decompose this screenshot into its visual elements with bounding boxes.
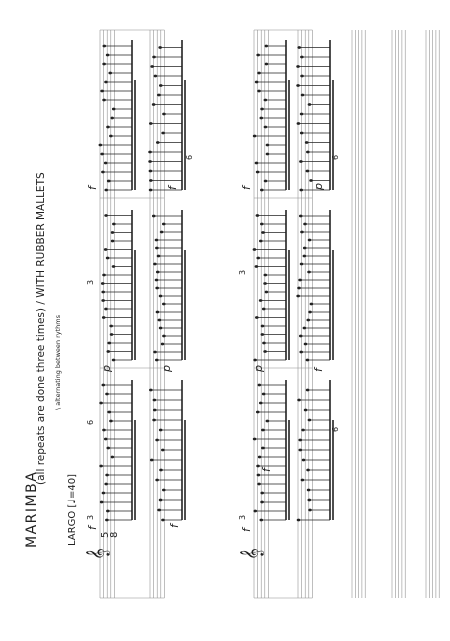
note-head — [306, 151, 310, 154]
note-head — [298, 439, 302, 442]
note-head — [155, 247, 159, 250]
note-head — [264, 99, 268, 102]
note-head — [306, 170, 310, 173]
note-head — [262, 342, 266, 345]
tempo-marking: LARGO [♩=40] — [67, 473, 78, 546]
note-head — [161, 449, 165, 452]
note-head — [162, 113, 166, 116]
note-head — [259, 240, 263, 243]
note-head — [101, 299, 105, 302]
note-head — [108, 72, 112, 75]
note-head — [297, 46, 301, 49]
note-head — [149, 179, 153, 182]
note-head — [161, 132, 165, 135]
note-head — [104, 248, 108, 251]
note-head — [112, 359, 116, 362]
note-head — [256, 54, 260, 57]
note-head — [107, 411, 111, 414]
note-head — [260, 108, 264, 111]
note-head — [104, 308, 108, 311]
note-head — [159, 84, 163, 87]
dynamic-mark: f — [312, 368, 325, 372]
note-head — [253, 248, 257, 251]
note-head — [102, 429, 106, 432]
note-head — [152, 419, 156, 422]
note-head — [257, 90, 261, 93]
note-head — [261, 231, 265, 234]
note-head — [104, 189, 108, 192]
note-head — [297, 287, 301, 290]
note-head — [296, 84, 300, 87]
note-head — [256, 257, 260, 260]
note-head — [104, 483, 108, 486]
note-head — [308, 509, 312, 512]
note-head — [300, 56, 304, 59]
note-head — [261, 447, 265, 450]
note-head — [266, 420, 270, 423]
note-head — [162, 303, 166, 306]
note-head — [105, 519, 109, 522]
note-head — [154, 75, 158, 78]
note-head — [109, 325, 113, 328]
note-head — [157, 94, 161, 97]
note-head — [112, 223, 116, 226]
note-head — [266, 153, 270, 156]
note-head — [161, 343, 165, 346]
dynamic-mark: p — [252, 365, 265, 372]
note-head — [262, 308, 266, 311]
note-head — [260, 223, 264, 226]
note-head — [296, 295, 300, 298]
note-head — [257, 474, 261, 477]
note-head — [255, 265, 259, 268]
treble-clef-icon: 𝄞 — [85, 548, 109, 560]
note-head — [308, 419, 312, 422]
note-head — [299, 335, 303, 338]
note-head — [162, 335, 166, 338]
note-head — [103, 45, 107, 48]
dynamic-mark: p — [100, 365, 113, 372]
dynamic-mark: f — [166, 186, 179, 190]
note-head — [300, 263, 304, 266]
note-head — [303, 247, 307, 250]
note-head — [159, 469, 163, 472]
dynamic-mark: p — [160, 365, 173, 372]
note-head — [300, 75, 304, 78]
system-1 — [99, 30, 185, 598]
note-head — [152, 103, 156, 106]
note-head — [255, 316, 259, 319]
note-head — [159, 327, 163, 330]
note-head — [102, 99, 106, 102]
note-head — [149, 189, 153, 192]
note-head — [101, 291, 105, 294]
note-head — [104, 81, 108, 84]
note-head — [305, 141, 309, 144]
note-head — [162, 489, 166, 492]
note-head — [156, 311, 160, 314]
tuplet-number: 3 — [86, 279, 95, 285]
note-head — [299, 160, 303, 163]
note-head — [157, 509, 161, 512]
note-head — [107, 342, 111, 345]
note-head — [261, 429, 265, 432]
note-head — [111, 240, 115, 243]
note-head — [259, 299, 263, 302]
note-head — [160, 231, 164, 234]
note-head — [301, 94, 305, 97]
dynamic-mark: f — [86, 526, 99, 530]
note-head — [264, 45, 268, 48]
note-head — [104, 438, 108, 441]
note-head — [253, 510, 257, 513]
note-head — [159, 499, 163, 502]
note-head — [261, 325, 265, 328]
note-head — [307, 489, 311, 492]
note-head — [299, 351, 303, 354]
dynamic-mark: f — [86, 186, 99, 190]
note-head — [162, 223, 166, 226]
note-head — [306, 469, 310, 472]
note-head — [300, 113, 304, 116]
note-head — [102, 63, 106, 66]
note-head — [158, 46, 162, 49]
note-head — [152, 56, 156, 59]
note-head — [264, 126, 268, 129]
note-head — [153, 351, 157, 354]
note-head — [256, 171, 260, 174]
note-head — [161, 519, 165, 522]
note-head — [158, 319, 162, 322]
note-head — [297, 519, 301, 522]
note-head — [155, 279, 159, 282]
note-head — [297, 399, 301, 402]
note-head — [264, 274, 268, 277]
note-head — [255, 162, 259, 165]
note-head — [266, 144, 270, 147]
note-head — [104, 162, 108, 165]
note-head — [106, 447, 110, 450]
note-head — [260, 189, 264, 192]
note-head — [256, 411, 260, 414]
note-head — [152, 215, 156, 218]
note-head — [148, 151, 152, 154]
blank-staves — [352, 30, 439, 598]
note-head — [153, 263, 157, 266]
note-head — [99, 402, 103, 405]
note-head — [104, 214, 108, 217]
note-head — [157, 255, 161, 258]
note-head — [260, 501, 264, 504]
note-head — [253, 438, 257, 441]
note-head — [258, 456, 262, 459]
note-head — [263, 350, 267, 353]
note-head — [99, 465, 103, 468]
dynamic-mark: f — [260, 468, 273, 472]
tuplet-number: 6 — [185, 154, 194, 160]
note-head — [299, 189, 303, 192]
note-head — [265, 291, 269, 294]
note-head — [306, 359, 310, 362]
note-head — [298, 449, 302, 452]
note-head — [256, 214, 260, 217]
tuplet-number: 3 — [238, 269, 247, 275]
note-head — [253, 359, 257, 362]
dynamic-mark: f — [240, 528, 253, 532]
dynamic-mark: f — [168, 524, 181, 528]
note-head — [110, 333, 114, 336]
note-head — [106, 54, 110, 57]
note-head — [255, 81, 259, 84]
note-head — [156, 141, 160, 144]
note-head — [303, 327, 307, 330]
note-head — [260, 492, 264, 495]
note-head — [304, 343, 308, 346]
note-head — [263, 282, 267, 285]
note-head — [308, 239, 312, 242]
note-head — [299, 215, 303, 218]
note-head — [111, 231, 115, 234]
note-head — [301, 479, 305, 482]
note-head — [155, 479, 159, 482]
note-head — [100, 90, 104, 93]
treble-clef-icon: 𝄞 — [239, 548, 263, 560]
note-head — [153, 409, 157, 412]
note-head — [306, 319, 310, 322]
note-head — [107, 180, 111, 183]
tuplet-number: 6 — [86, 419, 95, 425]
meter-top: 5 — [100, 531, 111, 538]
note-head — [155, 439, 159, 442]
note-head — [112, 265, 116, 268]
note-head — [302, 459, 306, 462]
note-head — [101, 171, 105, 174]
note-head — [109, 420, 113, 423]
title-note: (all repeats are done three times) / WITH RUBBER MALLETS — [35, 172, 47, 485]
note-head — [99, 144, 103, 147]
note-head — [159, 295, 163, 298]
note-head — [297, 122, 301, 125]
note-head — [102, 492, 106, 495]
note-head — [308, 103, 312, 106]
note-head — [101, 282, 105, 285]
note-head — [149, 122, 153, 125]
note-head — [105, 474, 109, 477]
note-head — [300, 231, 304, 234]
note-head — [259, 519, 263, 522]
note-head — [111, 456, 115, 459]
note-head — [262, 393, 266, 396]
note-head — [298, 279, 302, 282]
note-head — [112, 108, 116, 111]
sub-note: \ alternating between rythms — [54, 315, 62, 410]
system-2 — [253, 30, 333, 598]
note-head — [155, 359, 159, 362]
note-head — [296, 65, 300, 68]
note-head — [106, 350, 110, 353]
note-head — [301, 429, 305, 432]
note-head — [155, 287, 159, 290]
note-head — [303, 223, 307, 226]
note-head — [253, 135, 257, 138]
instrument-title: MARIMBA — [24, 470, 40, 548]
note-head — [307, 499, 311, 502]
note-head — [100, 153, 104, 156]
tuplet-number: 6 — [331, 154, 340, 160]
note-head — [264, 180, 268, 183]
note-head — [106, 510, 110, 513]
note-head — [309, 179, 313, 182]
note-head — [106, 257, 110, 260]
note-head — [261, 333, 265, 336]
note-head — [102, 316, 106, 319]
note-head — [300, 132, 304, 135]
note-head — [310, 303, 314, 306]
note-head — [307, 271, 311, 274]
note-head — [258, 384, 262, 387]
note-head — [306, 389, 310, 392]
note-head — [101, 384, 105, 387]
note-head — [308, 311, 312, 314]
note-head — [110, 117, 114, 120]
note-head — [259, 117, 263, 120]
note-head — [106, 126, 110, 129]
note-head — [265, 63, 269, 66]
note-head — [109, 135, 113, 138]
note-head — [150, 459, 154, 462]
note-head — [149, 170, 153, 173]
tuplet-number: 3 — [86, 514, 95, 520]
tuplet-number: 3 — [238, 514, 247, 520]
note-head — [148, 160, 152, 163]
note-head — [155, 239, 159, 242]
meter-bottom: 8 — [109, 531, 120, 538]
note-head — [159, 429, 163, 432]
note-head — [100, 501, 104, 504]
note-head — [259, 402, 263, 405]
dynamic-mark: p — [312, 183, 325, 190]
note-head — [257, 72, 261, 75]
tuplet-number: 6 — [331, 426, 340, 432]
note-head — [102, 274, 106, 277]
note-head — [105, 393, 109, 396]
note-head — [156, 271, 160, 274]
note-head — [257, 483, 261, 486]
note-head — [149, 389, 153, 392]
note-head — [304, 409, 308, 412]
note-head — [150, 65, 154, 68]
note-head — [153, 399, 157, 402]
note-head — [256, 465, 260, 468]
note-head — [303, 255, 307, 258]
dynamic-mark: f — [240, 186, 253, 190]
